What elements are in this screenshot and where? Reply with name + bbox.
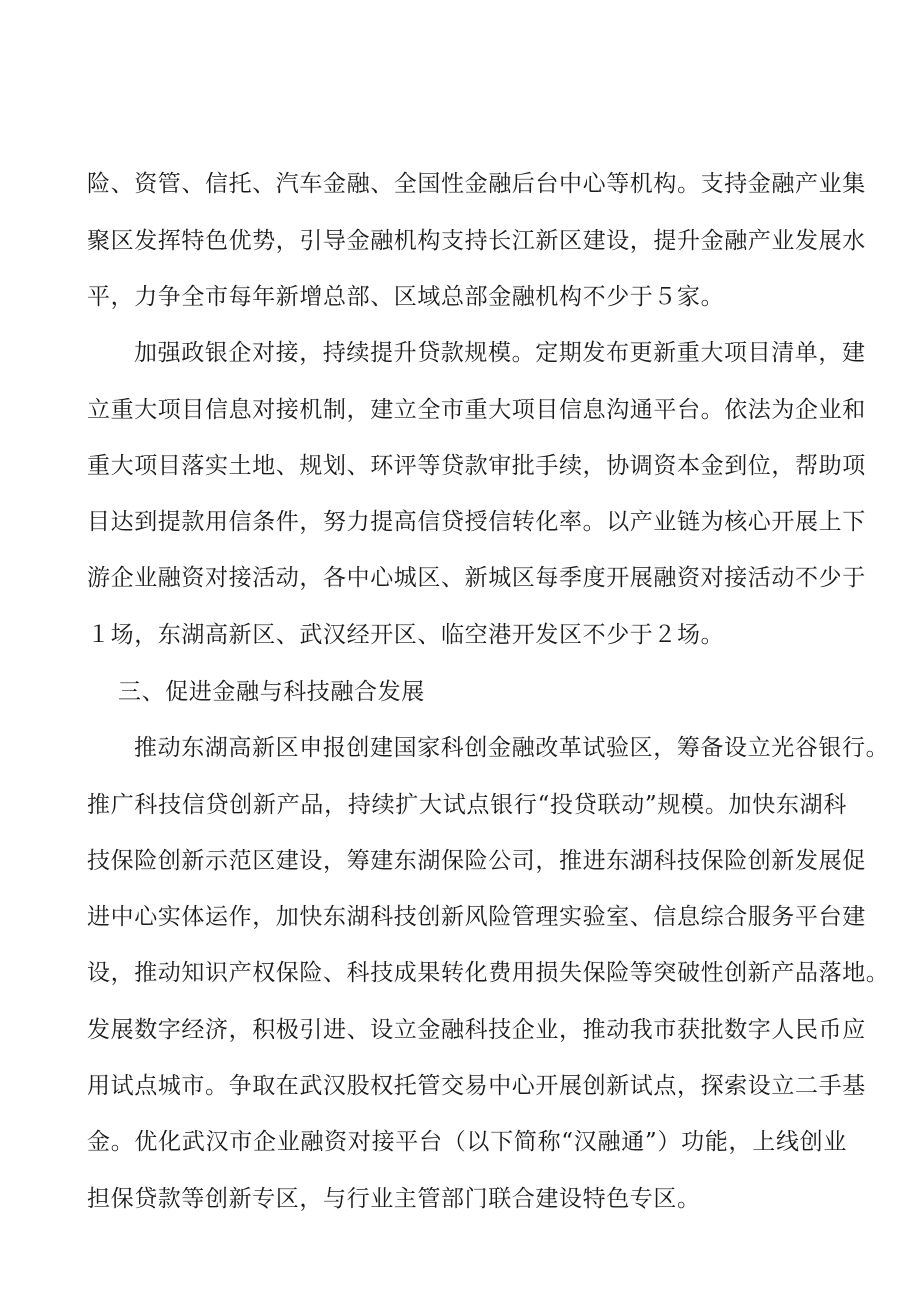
paragraph-line: １场，东湖高新区、武汉经开区、临空港开发区不少于２场。 xyxy=(87,622,725,648)
paragraph-line: 用试点城市。争取在武汉股权托管交易中心开展创新试点，探索设立二手基 xyxy=(87,1073,866,1099)
paragraph-line: 金。优化武汉市企业融资对接平台（以下简称“汉融通”）功能，上线创业 xyxy=(87,1129,847,1155)
paragraph-line: 推广科技信贷创新产品，持续扩大试点银行“投贷联动”规模。加快东湖科 xyxy=(87,792,847,818)
paragraph-line: 目达到提款用信条件，努力提高信贷授信转化率。以产业链为核心开展上下 xyxy=(87,509,866,535)
paragraph-line: 加强政银企对接，持续提升贷款规模。定期发布更新重大项目清单，建 xyxy=(134,340,866,366)
paragraph-line: 发展数字经济，积极引进、设立金融科技企业，推动我市获批数字人民币应 xyxy=(87,1017,866,1043)
paragraph-line: 设，推动知识产权保险、科技成果转化费用损失保险等突破性创新产品落地。 xyxy=(87,960,890,986)
paragraph-line: 进中心实体运作，加快东湖科技创新风险管理实验室、信息综合服务平台建 xyxy=(87,904,866,930)
paragraph-line: 平，力争全市每年新增总部、区域总部金融机构不少于５家。 xyxy=(87,284,725,310)
paragraph-line: 推动东湖高新区申报创建国家科创金融改革试验区，筹备设立光谷银行。 xyxy=(134,735,890,761)
section-heading: 三、促进金融与科技融合发展 xyxy=(118,679,425,705)
paragraph-line: 立重大项目信息对接机制，建立全市重大项目信息沟通平台。依法为企业和 xyxy=(87,397,866,423)
paragraph-line: 聚区发挥特色优势，引导金融机构支持长江新区建设，提升金融产业发展水 xyxy=(87,228,866,254)
paragraph-line: 担保贷款等创新专区，与行业主管部门联合建设特色专区。 xyxy=(87,1186,701,1212)
paragraph-line: 险、资管、信托、汽车金融、全国性金融后台中心等机构。支持金融产业集 xyxy=(87,171,866,197)
paragraph-line: 游企业融资对接活动，各中心城区、新城区每季度开展融资对接活动不少于 xyxy=(87,565,866,591)
paragraph-line: 技保险创新示范区建设，筹建东湖保险公司，推进东湖科技保险创新发展促 xyxy=(87,848,866,874)
paragraph-line: 重大项目落实土地、规划、环评等贷款审批手续，协调资本金到位，帮助项 xyxy=(87,453,866,479)
